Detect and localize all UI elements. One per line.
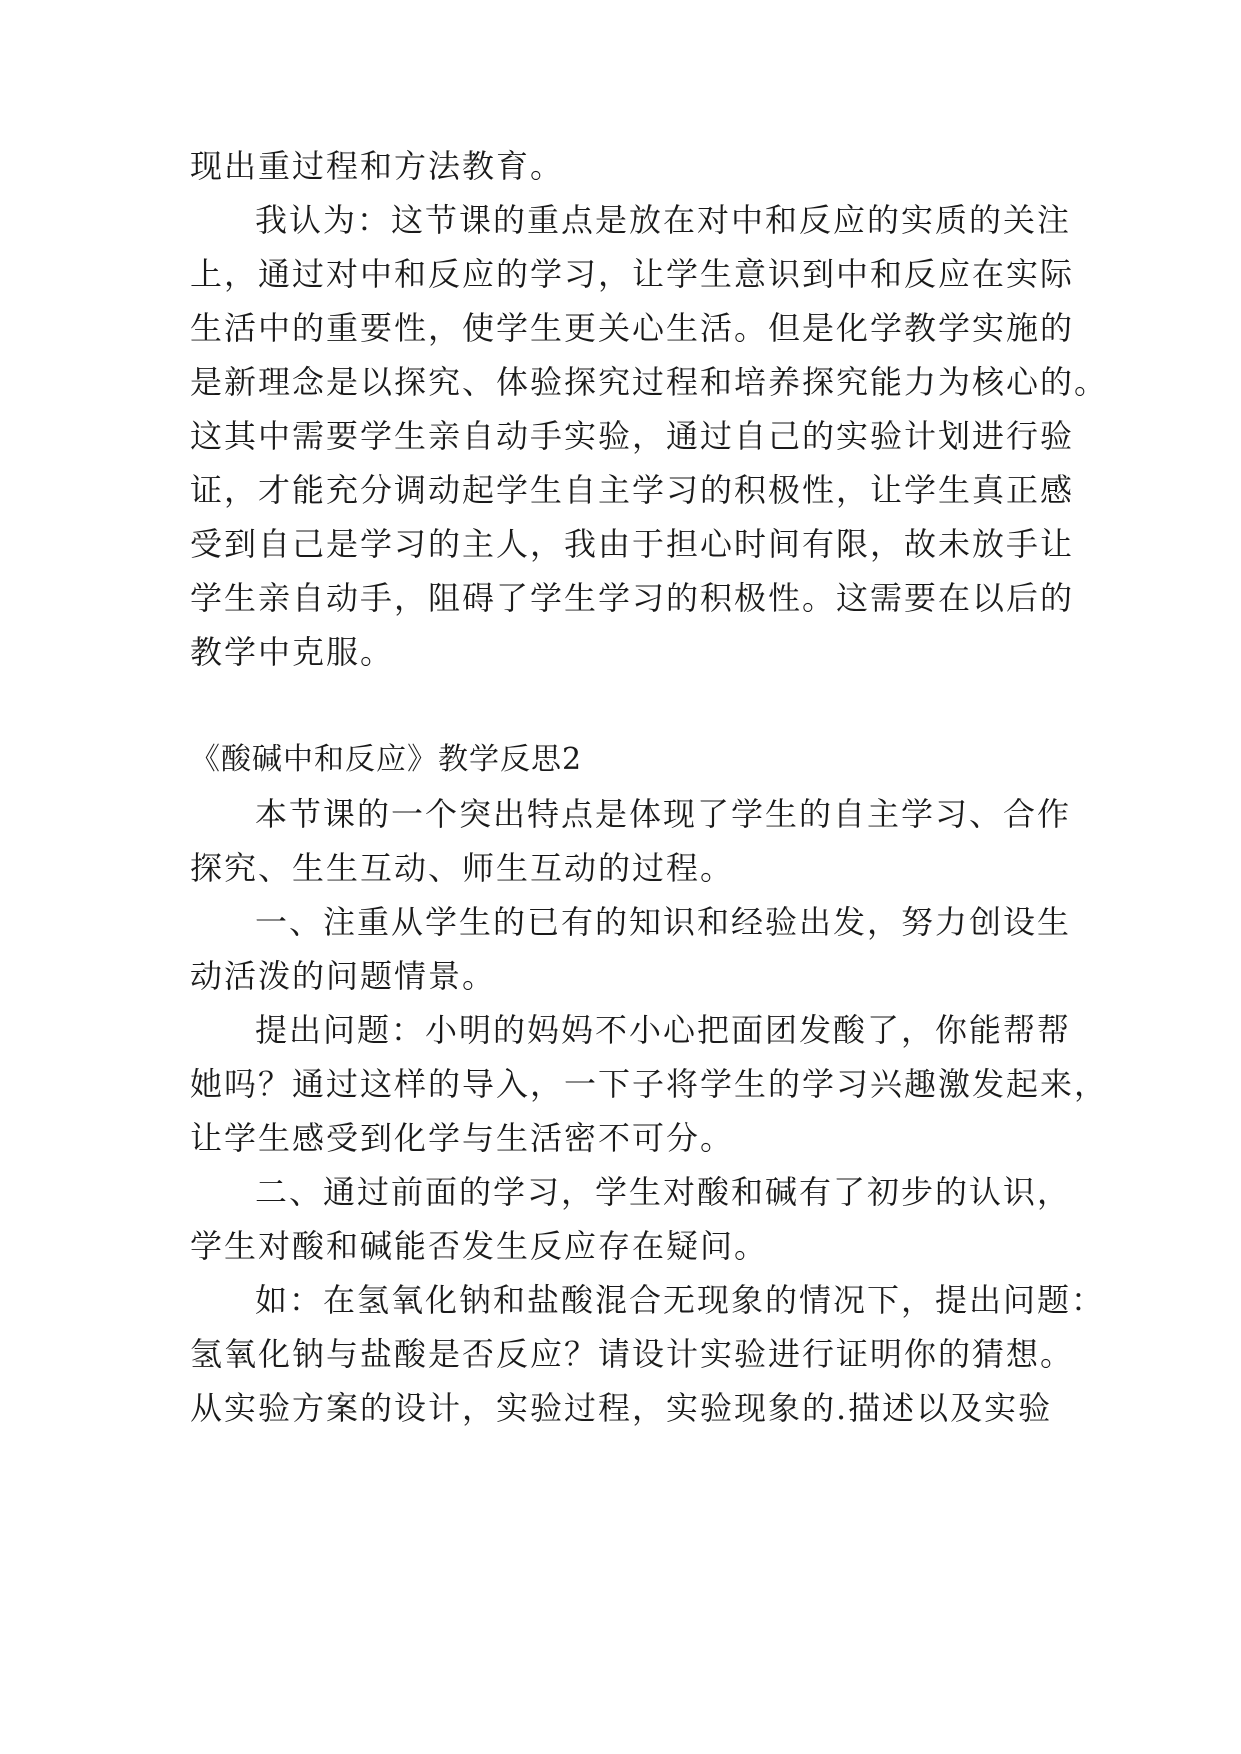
paragraph-line: 动活泼的问题情景。 [190,957,497,995]
paragraph-line: 学生亲自动手，阻碍了学生学习的积极性。这需要在以后的 [190,579,1075,617]
paragraph-line: 一、注重从学生的已有的知识和经验出发，努力创设生 [255,903,1072,941]
paragraph-line: 本节课的一个突出特点是体现了学生的自主学习、合作 [255,795,1072,833]
paragraph-line: 如：在氢氧化钠和盐酸混合无现象的情况下，提出问题： [255,1281,1106,1319]
paragraph-line: 从实验方案的设计，实验过程，实验现象的.描述以及实验 [190,1389,1053,1427]
section-heading: 《酸碱中和反应》教学反思2 [190,742,583,777]
paragraph-line: 教学中克服。 [190,633,395,671]
paragraph-line: 学生对酸和碱能否发生反应存在疑问。 [190,1227,769,1265]
paragraph-line: 探究、生生互动、师生互动的过程。 [190,849,735,887]
paragraph-line: 现出重过程和方法教育。 [190,147,565,185]
paragraph-line: 证，才能充分调动起学生自主学习的积极性，让学生真正感 [190,471,1075,509]
paragraph-line: 我认为：这节课的重点是放在对中和反应的实质的关注 [255,201,1072,239]
paragraph-line: 氢氧化钠与盐酸是否反应？请设计实验进行证明你的猜想。 [190,1335,1075,1373]
paragraph-line: 让学生感受到化学与生活密不可分。 [190,1119,735,1157]
paragraph-line: 上，通过对中和反应的学习，让学生意识到中和反应在实际 [190,255,1075,293]
paragraph-line: 是新理念是以探究、体验探究过程和培养探究能力为核心的。 [190,363,1109,401]
paragraph-line: 受到自己是学习的主人，我由于担心时间有限，故未放手让 [190,525,1075,563]
paragraph-line: 生活中的重要性，使学生更关心生活。但是化学教学实施的 [190,309,1075,347]
paragraph-line: 提出问题：小明的妈妈不小心把面团发酸了，你能帮帮 [255,1011,1072,1049]
paragraph-line: 二、通过前面的学习，学生对酸和碱有了初步的认识， [255,1173,1072,1211]
paragraph-line: 她吗？通过这样的导入，一下子将学生的学习兴趣激发起来， [190,1065,1109,1103]
paragraph-line: 这其中需要学生亲自动手实验，通过自己的实验计划进行验 [190,417,1075,455]
